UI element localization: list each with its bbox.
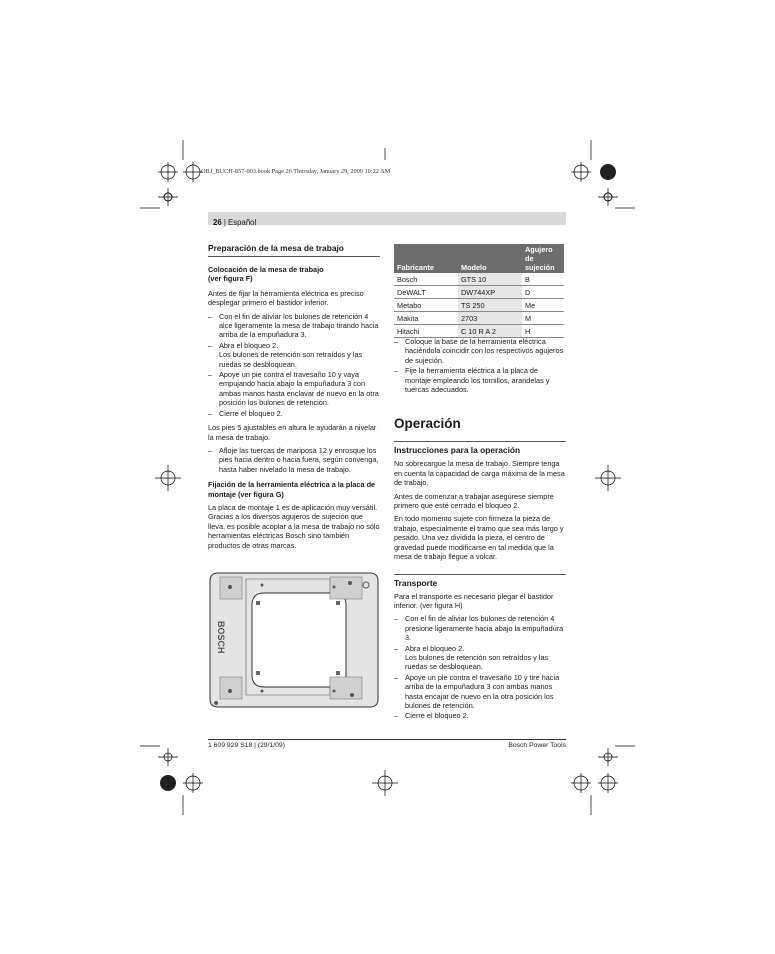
list-item: – Apoye un pie contra el travesaño 10 y tire hacia arriba de la empuñadura 3 con ambas manos hasta encajar de nuevo en la otra posición los bulones de retención.	[394, 672, 560, 710]
paragraph: En todo momento sujete con firmeza la pieza de trabajo, especialmente el tramo que sea más largo y pesado. Una vez dividida la pieza, el centro de gravedad puede modificarse en tal medida que la mesa de trabajo llegue a volcar.	[394, 514, 564, 562]
list-item: – Con el fin de aliviar los bulones de retención 4 alce ligeramente la mesa de trabajo tirando hacia arriba de la empuñadura 3.	[208, 311, 379, 340]
table-header: Agujero de sujeción	[522, 244, 564, 273]
subheading-mounting: Fijación de la herramienta eléctrica a la placa de montaje (ver figura G)	[208, 480, 376, 499]
plate-brand-logo: BOSCH	[216, 621, 226, 654]
subheading-table-placement: Colocación de la mesa de trabajo (ver figura F)	[208, 265, 324, 284]
footer-rule	[208, 739, 566, 740]
list-item: – Abra el bloqueo 2. Los bulones de retención son retraídos y las ruedas se desbloquean.	[208, 340, 363, 369]
subsection-title-instructions: Instrucciones para la operación	[394, 445, 521, 456]
registration-mark-top-center-left	[183, 162, 203, 182]
registration-mark-top-left	[158, 162, 178, 182]
table-header: Fabricante	[394, 244, 458, 273]
list-item: – Cierre el bloqueo 2.	[208, 408, 283, 418]
page-number: 26	[213, 218, 222, 227]
list-item: – Fije la herramienta eléctrica a la placa de montaje empleando los tornillos, arandelas y tuercas adecuados.	[394, 366, 550, 395]
right-column	[394, 337, 566, 722]
compatibility-table	[394, 244, 564, 338]
page-language: | Español	[223, 218, 257, 227]
mounting-paragraph: La placa de montaje 1 es de aplicación muy versátil. Gracias a los diversos agujeros de sujeción que lleva, es posible acoplar a la mesa de trabajo no sólo herramientas eléctricas Bosch sino también productos de otras marcas.	[208, 502, 380, 550]
list-item: – Apoye un pie contra el travesaño 10 y vaya empujando hacia abajo la empuñadura 3 con ambas manos hasta enclavar de nuevo en la otra posición los bulones de retención.	[208, 370, 379, 408]
list-item: – Afloje las tuercas de mariposa 12 y enrosque los pies hacia dentro o hacia fuera, según convenga, hasta haber nivelado la mesa de trabajo.	[208, 445, 379, 474]
registration-mark-top-center-right	[571, 162, 591, 182]
registration-mark-bottom-center	[183, 770, 618, 796]
paragraph: Para el transporte es necesario plegar el bastidor inferior. (ver figura H)	[394, 591, 554, 610]
table-row: Bosch GTS 10 B	[394, 273, 564, 286]
left-column	[208, 243, 380, 554]
print-header-line: OBJ_BUCH-857-003.book Page 26 Thursday, January 29, 2009 10:22 AM	[201, 168, 391, 175]
list-item: – Cierre el bloqueo 2.	[394, 711, 469, 721]
registration-dot-bottom-left	[160, 775, 176, 791]
page-header-bar	[208, 212, 566, 225]
paragraph: Antes de comenzar a trabajar asegúrese siempre primero que esté cerrado el bloqueo 2.	[394, 491, 554, 511]
compatibility-table-wrapper	[394, 244, 564, 338]
intro-paragraph: Antes de fijar la herramienta eléctrica es preciso desplegar primero el bastidor inferior.	[208, 288, 364, 308]
subsection-title-transport: Transporte	[394, 577, 438, 588]
registration-mark-left-middle	[155, 465, 181, 491]
table-header: Modelo	[458, 244, 522, 273]
table-row: Hitachi C 10 R A 2 H	[394, 325, 564, 338]
registration-dot-top-right	[600, 164, 616, 180]
list-item: – Coloque la base de la herramienta eléctrica haciéndola coincidir con los respectivos agujeros de sujeción.	[394, 337, 564, 365]
feet-paragraph: Los pies 5 ajustables en altura le ayudarán a nivelar la mesa de trabajo.	[208, 423, 377, 442]
registration-mark-right-middle	[595, 465, 621, 491]
section-title-preparation: Preparación de la mesa de trabajo	[208, 243, 344, 253]
table-row: Makita 2703 M	[394, 312, 564, 325]
list-item: – Abra el bloqueo 2. Los bulones de retención son retraídos y las ruedas se desbloquean.	[394, 643, 549, 672]
mounting-plate-illustration	[206, 567, 382, 711]
list-item: – Con el fin de aliviar los bulones de retención 4 presione ligeramente hacia abajo la empuñadura 3.	[394, 614, 564, 643]
footer-doc-number: 1 609 929 S18 | (29/1/09)	[208, 742, 285, 749]
paragraph: No sobrecargue la mesa de trabajo. Siempre tenga en cuenta la capacidad de carga máxima de la mesa de trabajo.	[394, 459, 565, 488]
section-title-operation: Operación	[394, 416, 461, 432]
table-row: Metabo TS 250 Me	[394, 299, 564, 312]
footer-brand: Bosch Power Tools	[508, 742, 566, 749]
table-row: DeWALT DW744XP D	[394, 286, 564, 299]
